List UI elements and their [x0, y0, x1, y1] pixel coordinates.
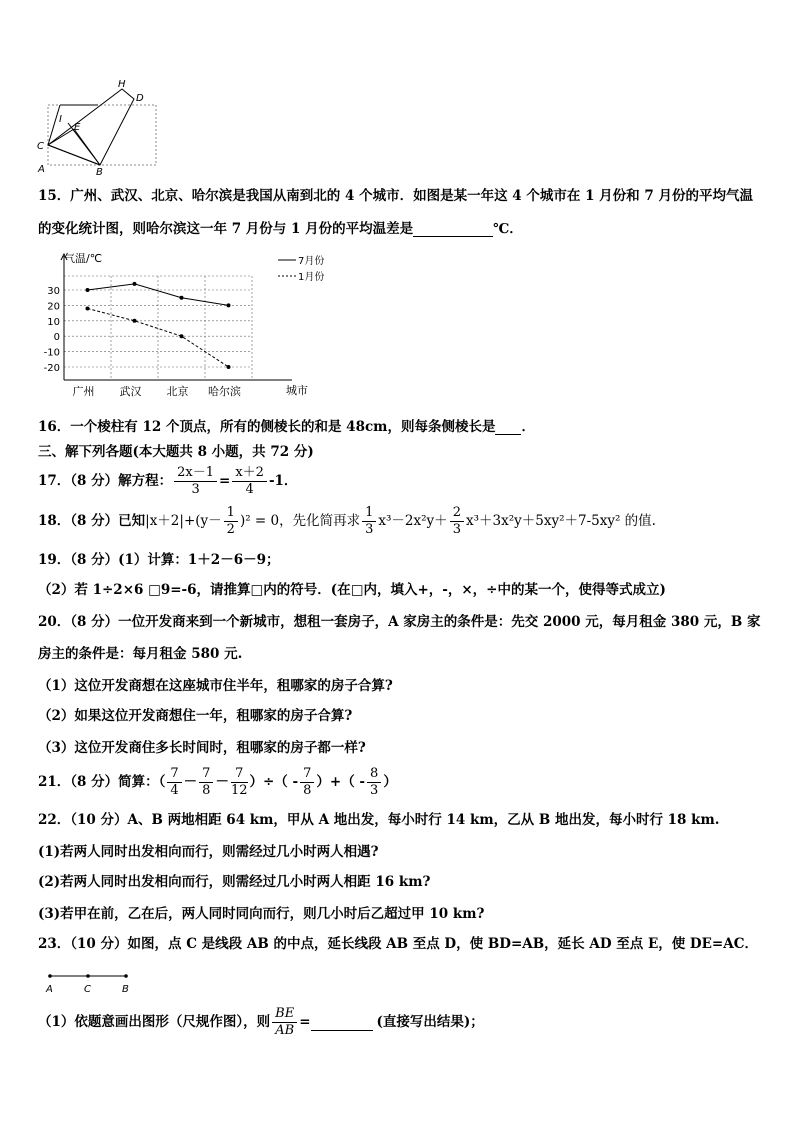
fraction [362, 505, 376, 538]
paren-close: ） [383, 774, 397, 790]
q23-part1-end: (直接写出结果)； [376, 1014, 484, 1030]
x-tick-label: 北京 [166, 385, 189, 398]
x-axis-label: 城市 [286, 384, 308, 397]
denominator: 12 [230, 782, 248, 798]
numerator: BE [272, 1006, 297, 1023]
q15-unit: ℃． [493, 220, 523, 237]
y-tick-label: 20 [47, 301, 60, 313]
fraction [367, 766, 381, 799]
y-tick-label: -20 [43, 363, 60, 374]
q16 [38, 416, 774, 437]
q20-line2: 房主的条件是：每月租金 580 元. [38, 646, 243, 662]
numerator: 7 [199, 766, 213, 783]
q23-part1 [38, 1004, 774, 1040]
x-tick-label: 广州 [72, 385, 95, 398]
q20-sub1: （1）这位开发商想在这座城市住半年，租哪家的房子合算? [38, 678, 393, 694]
y-tick-label: 0 [53, 332, 60, 344]
segment-figure-23 [42, 968, 152, 996]
fraction [450, 505, 464, 538]
square-text: )² = 0，先化简再求 [239, 513, 361, 529]
point-b [124, 974, 128, 978]
fraction [199, 766, 213, 799]
x-tick-label: 哈尔滨 [208, 385, 241, 398]
q19-part2: （2）若 1÷2×6 □9=-6，请推算□内的符号．(在□内，填入+，-，×，÷中的某一个，使得等式成立) [38, 582, 666, 598]
denominator: 4 [170, 782, 179, 798]
series-line-july [88, 284, 229, 306]
label-c: C [84, 984, 91, 995]
fraction [300, 766, 314, 799]
q21 [38, 764, 774, 800]
denominator: 3 [191, 481, 200, 497]
y-tick-label: 10 [47, 316, 60, 328]
numerator: 1 [362, 505, 376, 522]
point-c [86, 974, 90, 978]
label-c: C [37, 141, 44, 152]
minus: － [183, 774, 198, 790]
geometry-figure-14 [30, 75, 170, 175]
q22-sub3: (3)若甲在前，乙在后，两人同时同向而行，则几小时后乙超过甲 10 km? [38, 906, 485, 922]
q23-line1: 23．（10 分）如图，点 C 是线段 AB 的中点，延长线段 AB 至点 D，使 BD=AB，延长 AD 至点 E，使 DE=AC． [38, 936, 758, 952]
q22-line1: 22．（10 分）A、B 两地相距 64 km，甲从 A 地出发，每小时行 14 km，乙从 B 地出发，每小时行 18 km. [38, 812, 720, 828]
q15-line1: 15．广州、武汉、北京、哈尔滨是我国从南到北的 4 个城市．如图是某一年这 4 个城市在 1 月份和 7 月份的平均气温 [38, 188, 753, 204]
data-point [227, 303, 231, 307]
label-a: A [38, 164, 45, 175]
label-b: B [122, 984, 129, 995]
q23-part1-text: （1）依题意画出图形（尺规作图），则 [38, 1014, 271, 1030]
numerator: 1 [224, 505, 238, 522]
fraction [231, 766, 248, 799]
legend-label: 7月份 [298, 256, 325, 267]
q21-label: 21．（8 分）简算：（ [38, 774, 166, 790]
denominator: AB [275, 1022, 295, 1038]
point-a [48, 974, 52, 978]
numerator: 2x－1 [174, 465, 217, 482]
q20-line1: 20．（8 分）一位开发商来到一个新城市，想租一套房子，A 家房主的条件是：先交 2000 元，每月租金 380 元，B 家 [38, 614, 761, 630]
plus: ）+（ - [316, 774, 366, 790]
data-point [133, 282, 137, 286]
x-tick-label: 武汉 [119, 385, 142, 398]
denominator: 2 [226, 521, 235, 537]
y-tick-label: 30 [47, 286, 60, 297]
label-h: H [118, 79, 126, 90]
q20-sub3: （3）这位开发商住多长时间时，租哪家的房子都一样? [38, 740, 366, 756]
q16-text: 16．一个棱柱有 12 个顶点，所有的侧棱长的和是 48cm，则每条侧棱长是 [38, 418, 496, 435]
data-point [180, 334, 184, 338]
equals: = [219, 473, 231, 489]
denominator: 3 [370, 782, 379, 798]
denominator: 8 [202, 782, 211, 798]
denominator: 3 [365, 521, 374, 537]
fraction [232, 465, 267, 498]
abs-value: |x＋2| [145, 513, 184, 529]
numerator: 7 [300, 766, 314, 783]
q18 [38, 504, 774, 538]
numerator: x＋2 [232, 465, 267, 482]
q18-label: 18．（8 分）已知 [38, 513, 146, 529]
data-point [86, 306, 90, 310]
q20-sub2: （2）如果这位开发商想住一年，租哪家的房子合算? [38, 708, 353, 724]
denominator: 3 [452, 521, 461, 537]
temperature-line-chart [30, 248, 330, 398]
q17-end: -1． [268, 473, 298, 489]
q17-label: 17．（8 分）解方程： [38, 473, 173, 489]
q15-line2 [38, 218, 774, 239]
q19-part1: 19．（8 分）(1）计算：1＋2－6－9； [38, 552, 280, 568]
y-axis-label: 气温/℃ [64, 252, 103, 265]
numerator: 7 [231, 766, 248, 783]
q22-sub1: (1)若两人同时出发相向而行，则需经过几小时两人相遇? [38, 844, 379, 860]
fraction [224, 505, 238, 538]
legend-label: 1月份 [298, 272, 325, 283]
data-point [133, 319, 137, 323]
q22-sub2: (2)若两人同时出发相向而行，则需经过几小时两人相距 16 km? [38, 874, 431, 890]
fraction [167, 766, 181, 799]
data-point [180, 296, 184, 300]
numerator: 2 [450, 505, 464, 522]
divide: ）÷（ - [249, 774, 299, 790]
fraction [174, 465, 217, 498]
q17 [38, 464, 774, 498]
minus: － [215, 774, 229, 790]
denominator: 8 [303, 782, 312, 798]
section-3-heading: 三、解下列各题(本大题共 8 小题，共 72 分) [38, 444, 314, 460]
answer-blank [311, 1014, 373, 1031]
answer-blank [495, 418, 521, 435]
data-point [227, 365, 231, 369]
fraction [272, 1006, 297, 1039]
label-a: A [46, 984, 53, 995]
expr-1: x³－2x²y＋ [378, 513, 448, 529]
denominator: 4 [245, 481, 254, 497]
y-tick-label: -10 [43, 347, 60, 359]
label-e: E [74, 122, 81, 133]
expr-2: x³＋3x²y＋5xy²＋7-5xy² 的值. [465, 513, 656, 529]
label-d: D [136, 93, 144, 104]
numerator: 7 [167, 766, 181, 783]
plus: + [183, 513, 196, 529]
equals: = [299, 1014, 311, 1030]
paren-open: (y－ [195, 513, 222, 529]
numerator: 8 [367, 766, 381, 783]
label-b: B [96, 167, 103, 175]
data-point [86, 288, 90, 292]
q15-text: 的变化统计图，则哈尔滨这一年 7 月份与 1 月份的平均温差是 [38, 220, 414, 237]
answer-blank [413, 220, 493, 237]
label-i: I [59, 114, 62, 125]
q16-end: ． [521, 418, 535, 435]
